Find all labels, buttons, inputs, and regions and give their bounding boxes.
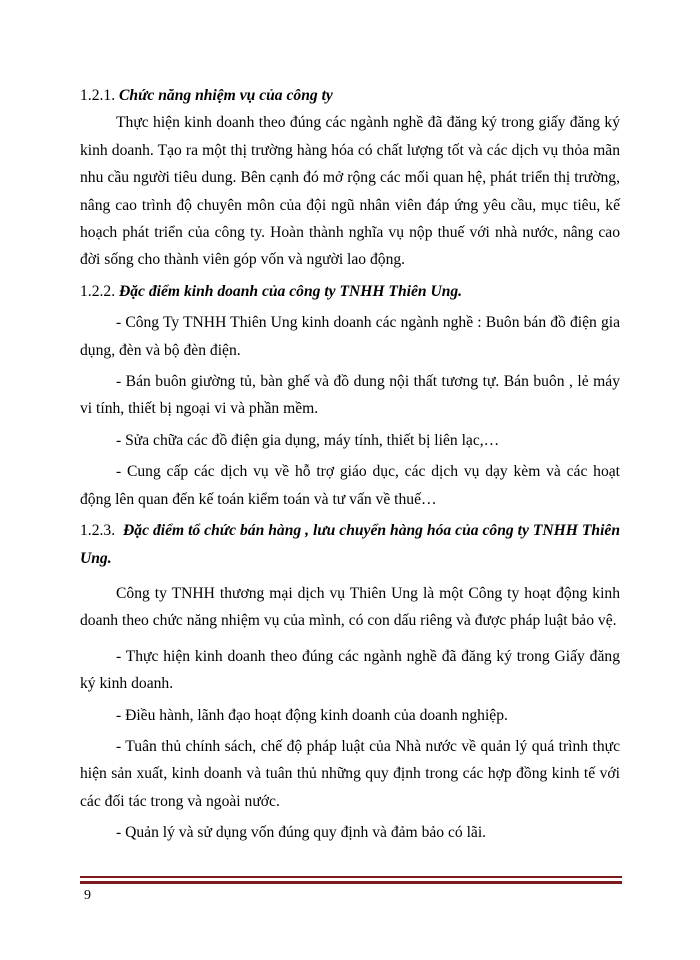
section-heading-1-2-2: [80, 278, 620, 305]
section-number: 1.2.1.: [80, 87, 116, 104]
bullet-item: - Thực hiện kinh doanh theo đúng các ngành nghề đã đăng ký trong Giấy đăng ký kinh doanh.: [80, 647, 620, 693]
section-number: 1.2.3.: [80, 522, 116, 540]
paragraph: Thực hiện kinh doanh theo đúng các ngành nghề đã đăng ký trong giấy đăng ký kinh doanh. Tạo ra một thị trường hàng hóa có chất lượng tốt và các dịch vụ thỏa mãn nhu cầu người tiêu dung. Bên cạnh đó mở rộng các mối quan hệ, phát triển thị trường, nâng cao trình độ chuyên môn của đội ngũ nhân viên đáp ứng yêu cầu, mục tiêu, kế hoạch phát triển của công ty. Hoàn thành nghĩa vụ nộp thuế với nhà nước, nâng cao đời sống cho thành viên góp vốn và người lao động.: [80, 114, 620, 269]
paragraph: Công ty TNHH thương mại dịch vụ Thiên Ung là một Công ty hoạt động kinh doanh theo chức năng nhiệm vụ của mình, có con dấu riêng và được pháp luật bảo vệ.: [80, 584, 620, 630]
section-title: Chức năng nhiệm vụ của công ty: [119, 87, 333, 104]
section-title: Đặc điểm tổ chức bán hàng , lưu chuyển hàng hóa của công ty TNHH Thiên Ung.: [80, 522, 621, 567]
section-heading-1-2-3: [80, 517, 620, 572]
section-number: 1.2.2.: [80, 282, 116, 300]
bullet-item: - Cung cấp các dịch vụ về hỗ trợ giáo dục, các dịch vụ dạy kèm và các hoạt động lên quan đến kế toán kiểm toán và tư vấn về thuế…: [80, 463, 620, 508]
bullet-item: - Điều hành, lãnh đạo hoạt động kinh doanh của doanh nghiệp.: [116, 706, 508, 724]
section-title: Đặc điểm kinh doanh của công ty TNHH Thiên Ung.: [119, 282, 463, 300]
bullet-item: - Bán buôn giường tủ, bàn ghế và đồ dung nội thất tương tự. Bán buôn , lẻ máy vi tính, thiết bị ngoại vi và phần mềm.: [80, 373, 620, 418]
bullet-item: - Sửa chữa các đồ điện gia dụng, máy tính, thiết bị liên lạc,…: [116, 431, 500, 449]
bullet-item: - Tuân thủ chính sách, chế độ pháp luật của Nhà nước về quản lý quá trình thực hiện sản xuất, kinh doanh và tuân thủ những quy định trong các hợp đồng kinh tế với các đối tác trong và ngoài nước.: [80, 737, 620, 810]
bullet-item: - Công Ty TNHH Thiên Ung kinh doanh các ngành nghề : Buôn bán đồ điện gia dụng, đèn và bộ đèn điện.: [80, 314, 620, 359]
section-heading-1-2-1: [80, 82, 620, 109]
footer-rule: [80, 876, 622, 884]
page-content: [80, 82, 620, 847]
page-number: 9: [84, 888, 91, 903]
bullet-item: - Quản lý và sử dụng vốn đúng quy định và đảm bảo có lãi.: [116, 824, 487, 842]
